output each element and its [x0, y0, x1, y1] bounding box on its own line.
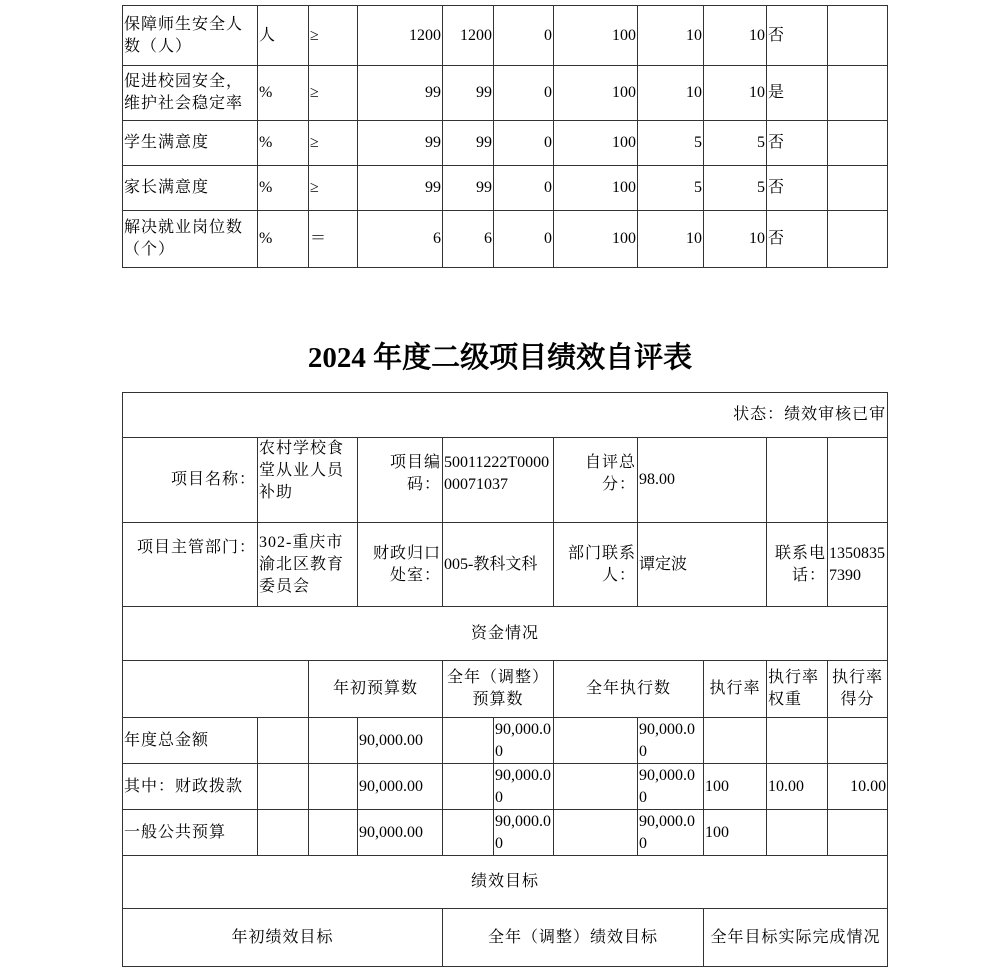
indicator-value: 99	[443, 121, 494, 166]
indicator-unit: %	[258, 121, 309, 166]
page-title: 2024 年度二级项目绩效自评表	[307, 342, 693, 374]
indicator-unit: %	[258, 211, 309, 268]
indicator-flag: 否	[767, 211, 828, 268]
empty-cell	[554, 718, 638, 764]
funds-score	[828, 718, 888, 764]
office-label: 财政归口处室：	[358, 523, 443, 607]
indicator-value: 10	[704, 6, 767, 66]
indicator-name: 保障师生安全人数（人）	[123, 6, 258, 66]
indicator-table	[122, 5, 888, 268]
empty-cell	[123, 661, 309, 718]
empty-cell	[258, 718, 309, 764]
indicator-row	[123, 66, 888, 121]
funds-score	[828, 810, 888, 856]
funds-row	[123, 718, 888, 764]
goals-header-initial: 年初绩效目标	[123, 909, 443, 967]
indicator-note	[828, 6, 888, 66]
indicator-name: 家长满意度	[123, 166, 258, 211]
indicator-value: 10	[704, 211, 767, 268]
indicator-value: 99	[443, 66, 494, 121]
funds-initial: 90,000.00	[358, 810, 443, 856]
empty-cell	[554, 764, 638, 810]
empty-cell	[443, 810, 494, 856]
project-code-label: 项目编码：	[358, 438, 443, 523]
empty-cell	[258, 810, 309, 856]
office-value: 005-教科文科	[443, 523, 554, 607]
indicator-value: 99	[358, 166, 443, 211]
funds-rate	[704, 718, 767, 764]
funds-row-label: 一般公共预算	[123, 810, 258, 856]
indicator-value: 10	[638, 6, 704, 66]
indicator-note	[828, 121, 888, 166]
indicator-flag: 否	[767, 6, 828, 66]
indicator-value: 5	[704, 121, 767, 166]
indicator-note	[828, 166, 888, 211]
indicator-value: 100	[554, 121, 638, 166]
indicator-name: 学生满意度	[123, 121, 258, 166]
indicator-value: 5	[704, 166, 767, 211]
empty-cell	[309, 810, 358, 856]
funds-header-initial: 年初预算数	[309, 661, 443, 718]
funds-row	[123, 810, 888, 856]
project-code-value: 50011222T000000071037	[443, 438, 554, 523]
empty-cell	[309, 718, 358, 764]
funds-row-label: 年度总金额	[123, 718, 258, 764]
indicator-unit: %	[258, 166, 309, 211]
indicator-row	[123, 121, 888, 166]
empty-cell	[828, 438, 888, 523]
phone-label: 联系电话：	[767, 523, 828, 607]
empty-cell	[554, 810, 638, 856]
funds-weight	[767, 810, 828, 856]
indicator-value: 5	[638, 121, 704, 166]
goals-header-actual: 全年目标实际完成情况	[704, 909, 888, 967]
funds-adjusted: 90,000.00	[494, 764, 554, 810]
empty-cell	[767, 438, 828, 523]
indicator-value: 1200	[443, 6, 494, 66]
self-evaluation-table	[122, 392, 888, 967]
status-text: 状态：绩效审核已审	[123, 393, 888, 438]
funds-score: 10.00	[828, 764, 888, 810]
self-score-label: 自评总分：	[554, 438, 638, 523]
indicator-value: 6	[358, 211, 443, 268]
indicator-value: 99	[443, 166, 494, 211]
goals-header-adjusted: 全年（调整）绩效目标	[443, 909, 704, 967]
indicator-row	[123, 211, 888, 268]
empty-cell	[258, 764, 309, 810]
funds-adjusted: 90,000.00	[494, 810, 554, 856]
indicator-row	[123, 6, 888, 66]
indicator-value: 100	[554, 166, 638, 211]
phone-value: 13508357390	[828, 523, 888, 607]
contact-label: 部门联系人：	[554, 523, 638, 607]
funds-row	[123, 764, 888, 810]
indicator-value: 99	[358, 66, 443, 121]
indicator-name: 解决就业岗位数（个）	[123, 211, 258, 268]
funds-row-label: 其中：财政拨款	[123, 764, 258, 810]
funds-initial: 90,000.00	[358, 764, 443, 810]
funds-section-heading: 资金情况	[123, 607, 888, 661]
indicator-value: 100	[554, 66, 638, 121]
indicator-unit: %	[258, 66, 309, 121]
indicator-note	[828, 211, 888, 268]
contact-value: 谭定波	[638, 523, 767, 607]
funds-rate: 100	[704, 810, 767, 856]
indicator-value: 0	[494, 211, 554, 268]
funds-rate: 100	[704, 764, 767, 810]
project-name-value: 农村学校食堂从业人员补助	[258, 438, 358, 523]
indicator-value: 0	[494, 121, 554, 166]
indicator-flag: 是	[767, 66, 828, 121]
funds-executed: 90,000.00	[638, 810, 704, 856]
indicator-value: 1200	[358, 6, 443, 66]
project-name-label: 项目名称：	[123, 438, 258, 523]
indicator-value: 10	[704, 66, 767, 121]
empty-cell	[309, 764, 358, 810]
funds-weight: 10.00	[767, 764, 828, 810]
funds-initial: 90,000.00	[358, 718, 443, 764]
funds-adjusted: 90,000.00	[494, 718, 554, 764]
indicator-operator: ≥	[309, 166, 358, 211]
indicator-value: 0	[494, 6, 554, 66]
indicator-operator: ≥	[309, 66, 358, 121]
indicator-value: 0	[494, 66, 554, 121]
indicator-value: 5	[638, 166, 704, 211]
funds-weight	[767, 718, 828, 764]
funds-header-adjusted: 全年（调整）预算数	[443, 661, 554, 718]
indicator-name: 促进校园安全，维护社会稳定率	[123, 66, 258, 121]
indicator-value: 100	[554, 6, 638, 66]
funds-header-rate: 执行率	[704, 661, 767, 718]
funds-header-executed: 全年执行数	[554, 661, 704, 718]
indicator-flag: 否	[767, 166, 828, 211]
indicator-value: 6	[443, 211, 494, 268]
indicator-operator: ≥	[309, 121, 358, 166]
funds-header-score: 执行率得分	[828, 661, 888, 718]
goals-section-heading: 绩效目标	[123, 856, 888, 909]
indicator-flag: 否	[767, 121, 828, 166]
indicator-value: 0	[494, 166, 554, 211]
funds-header-weight: 执行率权重	[767, 661, 828, 718]
indicator-value: 100	[554, 211, 638, 268]
indicator-unit: 人	[258, 6, 309, 66]
empty-cell	[443, 718, 494, 764]
indicator-value: 10	[638, 66, 704, 121]
indicator-note	[828, 66, 888, 121]
empty-cell	[443, 764, 494, 810]
indicator-operator: ≥	[309, 6, 358, 66]
indicator-value: 99	[358, 121, 443, 166]
dept-value: 302-重庆市渝北区教育委员会	[258, 523, 358, 607]
indicator-value: 10	[638, 211, 704, 268]
indicator-row	[123, 166, 888, 211]
self-score-value: 98.00	[638, 438, 767, 523]
funds-executed: 90,000.00	[638, 764, 704, 810]
funds-executed: 90,000.00	[638, 718, 704, 764]
indicator-operator: ＝	[309, 211, 358, 268]
dept-label: 项目主管部门：	[123, 523, 258, 607]
